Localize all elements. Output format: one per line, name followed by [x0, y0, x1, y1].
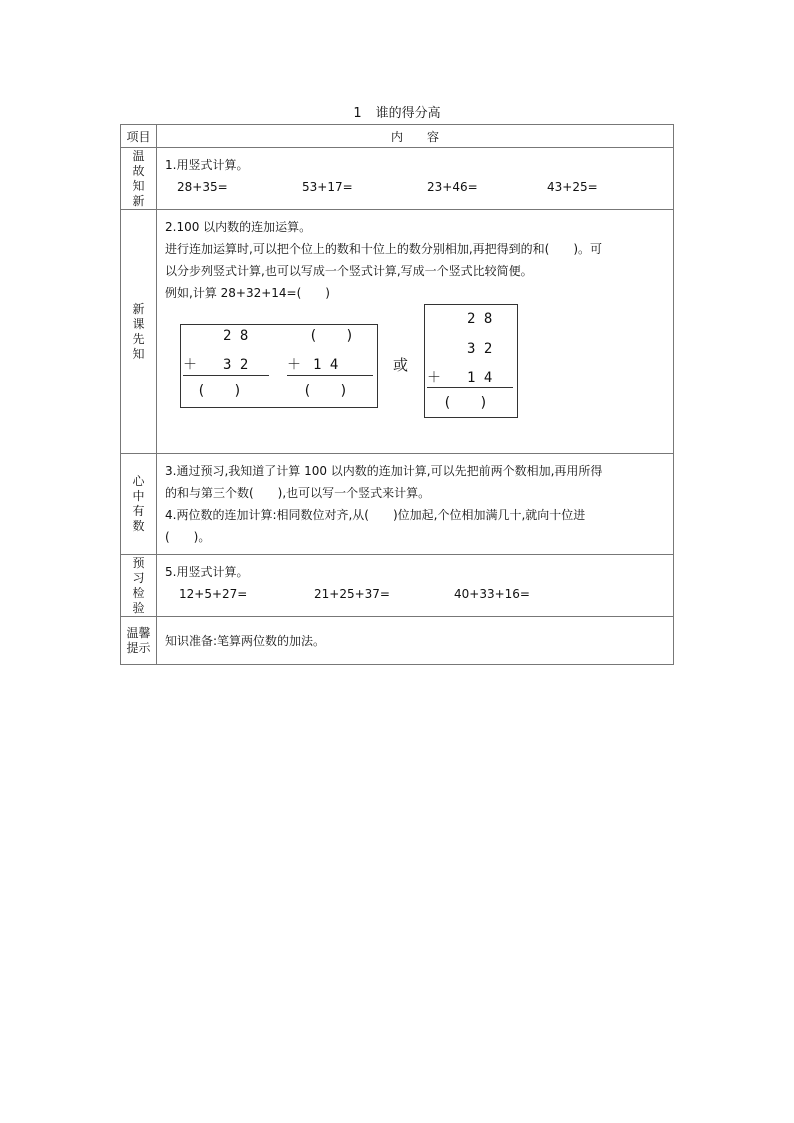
header-item: 项目: [121, 125, 157, 148]
vertical-forms: [165, 304, 665, 432]
review-question: 1.用竖式计算。: [165, 158, 249, 172]
mind-q3-line1: 3.通过预习,我知道了计算 100 以内数的连加计算,可以先把前两个数相加,再用所得: [165, 464, 603, 478]
new-content: [157, 210, 674, 454]
expr-3: 23+46=: [427, 180, 478, 194]
check-expr-1: 12+5+27=: [179, 587, 248, 601]
tip-text: 知识准备:笔算两位数的加法。: [165, 633, 326, 648]
expr-4: 43+25=: [547, 180, 598, 194]
side-mind: 心中有数: [121, 454, 157, 555]
check-question: 5.用竖式计算。: [165, 565, 249, 579]
check-expressions: [165, 583, 665, 605]
vertical-form-single: 2 8 3 2 ＋ 1 4 ( ): [424, 304, 518, 418]
tip-content: [157, 617, 674, 665]
new-text-2: 以分步列竖式计算,也可以写成一个竖式计算,写成一个竖式比较简便。: [165, 264, 533, 278]
side-tip: 温馨提示: [121, 617, 157, 665]
expr-1: 28+35=: [177, 180, 228, 194]
new-example: 例如,计算 28+32+14=( ): [165, 286, 330, 300]
title-number: 1: [353, 106, 362, 121]
mind-content: [157, 454, 674, 555]
review-content: [157, 148, 674, 210]
title-text: 谁的得分高: [375, 106, 441, 121]
or-label: 或: [393, 356, 409, 374]
check-expr-2: 21+25+37=: [314, 587, 390, 601]
expr-2: 53+17=: [302, 180, 353, 194]
side-new: 新课先知: [121, 210, 157, 454]
check-content: [157, 555, 674, 617]
vertical-form-stepwise: 2 8 ( ) ＋ 3 2 ＋ 1 4 ( ) ( ): [180, 324, 378, 408]
header-content: 内 容: [157, 125, 674, 148]
side-review: 温故知新: [121, 148, 157, 210]
side-check: 预习检验: [121, 555, 157, 617]
mind-q4-line1: 4.两位数的连加计算:相同数位对齐,从( )位加起,个位相加满几十,就向十位进: [165, 508, 586, 522]
preview-table: [120, 124, 674, 665]
review-expressions: [165, 176, 665, 198]
new-question: 2.100 以内数的连加运算。: [165, 220, 312, 234]
mind-q4-line2: ( )。: [165, 530, 211, 544]
page-title: [0, 102, 794, 121]
mind-q3-line2: 的和与第三个数( ),也可以写一个竖式来计算。: [165, 486, 431, 500]
new-text-1: 进行连加运算时,可以把个位上的数和十位上的数分别相加,再把得到的和( )。可: [165, 242, 602, 256]
check-expr-3: 40+33+16=: [454, 587, 530, 601]
